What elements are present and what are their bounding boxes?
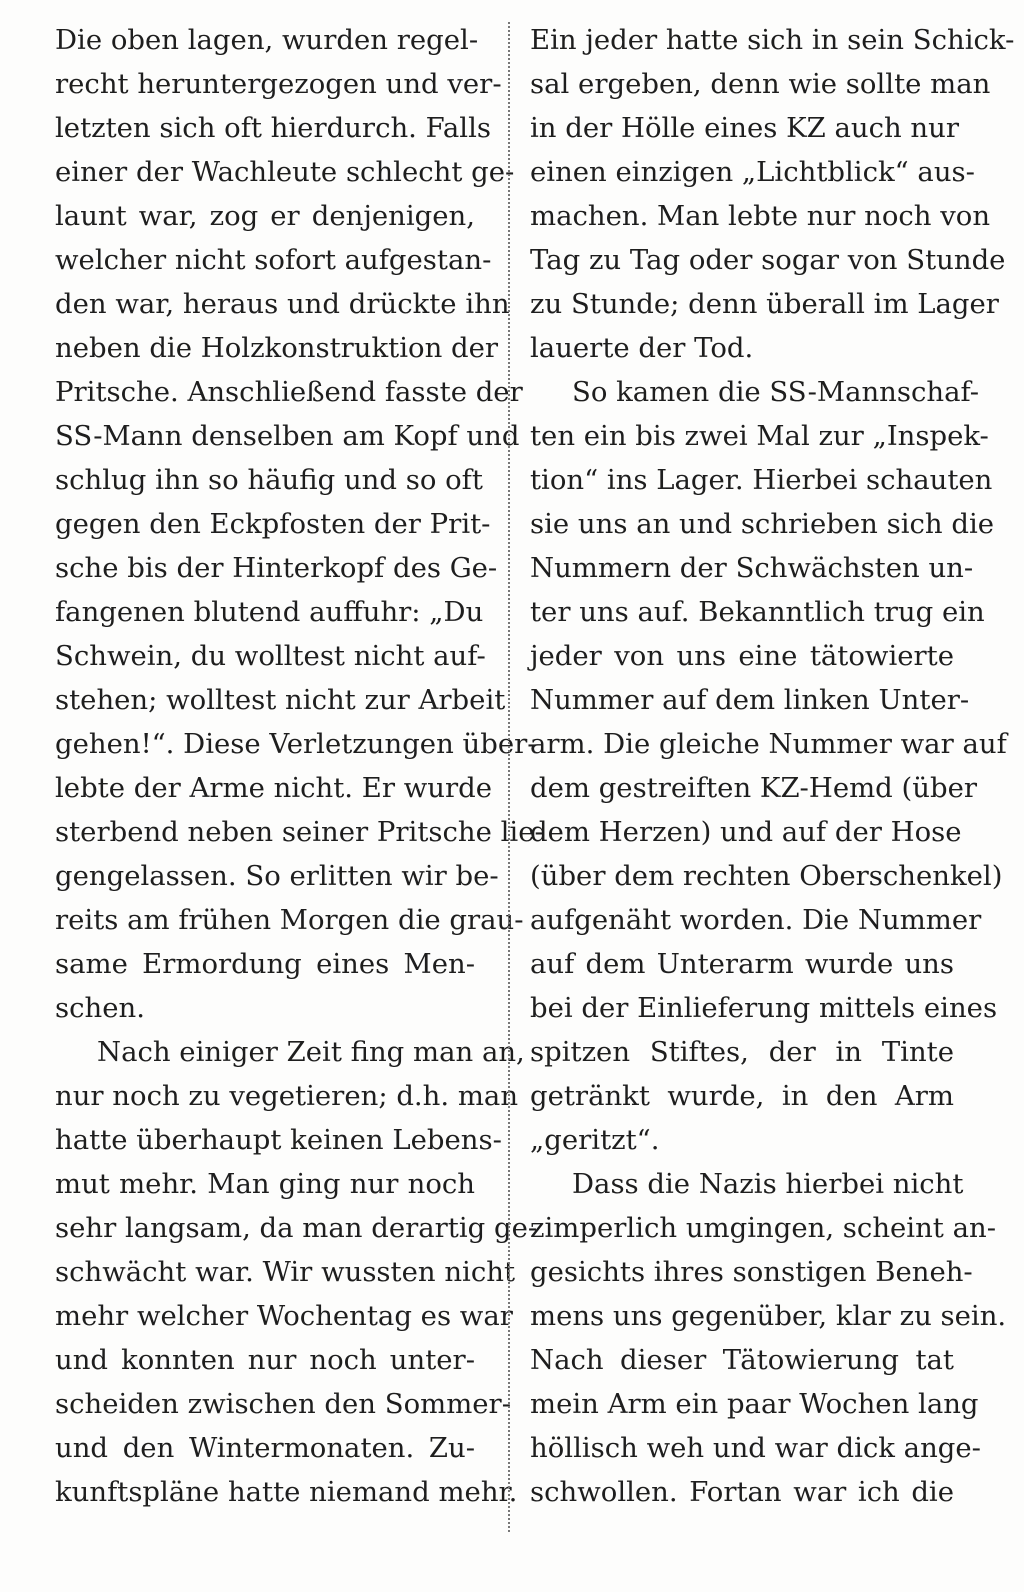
text-line: Die oben lagen, wurden regel- [55,24,479,56]
text-line: SS-Mann denselben am Kopf und [55,420,520,452]
text-line: sterbend neben seiner Pritsche lie- [55,816,544,848]
text-line: und konnten nur noch unter- [55,1344,475,1376]
text-line: Schwein, du wolltest nicht auf- [55,640,486,672]
text-line: welcher nicht sofort aufgestan- [55,244,492,276]
text-line: machen. Man lebte nur noch von [530,200,991,232]
text-line: den war, heraus und drückte ihn [55,288,510,320]
text-line: sehr langsam, da man derartig ge- [55,1212,538,1244]
text-line: Nummern der Schwächsten un- [530,552,974,584]
text-line: sal ergeben, denn wie sollte man [530,68,991,100]
text-line: spitzen Stiftes, der in Tinte [530,1036,954,1068]
text-line: jeder von uns eine tätowierte [530,640,954,672]
text-line: reits am frühen Morgen die grau- [55,904,524,936]
text-line: launt war, zog er denjenigen, [55,200,475,232]
text-line: in der Hölle eines KZ auch nur [530,112,959,144]
text-line: einer der Wachleute schlecht ge- [55,156,515,188]
text-line: Ein jeder hatte sich in sein Schick- [530,24,1015,56]
text-line: letzten sich oft hierdurch. Falls [55,112,491,144]
text-line: Pritsche. Anschließend fasste der [55,376,523,408]
text-line: schwächt war. Wir wussten nicht [55,1256,515,1288]
paragraph [530,370,1007,1162]
text-line: hatte überhaupt keinen Lebens- [55,1124,502,1156]
text-line: mens uns gegenüber, klar zu sein. [530,1300,1007,1332]
text-line: sie uns an und schrieben sich die [530,508,995,540]
right-text-column [530,18,1015,1514]
text-line: ten ein bis zwei Mal zur „Inspek- [530,420,989,452]
text-line: einen einzigen „Lichtblick“ aus- [530,156,975,188]
text-line: gesichts ihres sonstigen Beneh- [530,1256,973,1288]
left-text-column [55,18,544,1514]
text-line: neben die Holzkonstruktion der [55,332,499,364]
text-line: arm. Die gleiche Nummer war auf [530,728,1007,760]
text-line: dem gestreiften KZ-Hemd (über [530,772,977,804]
text-line: Dass die Nazis hierbei nicht [572,1168,964,1200]
text-line: gehen!“. Diese Verletzungen über- [55,728,537,760]
paragraph [530,18,1015,370]
paragraph [530,1162,1007,1514]
text-line: stehen; wolltest nicht zur Arbeit [55,684,506,716]
text-line: scheiden zwischen den Sommer- [55,1388,511,1420]
text-line: mehr welcher Wochentag es war [55,1300,513,1332]
text-line: mein Arm ein paar Wochen lang [530,1388,979,1420]
paragraph [55,1030,538,1514]
text-line: Nach einiger Zeit fing man an, [97,1036,525,1068]
text-line: bei der Einlieferung mittels eines [530,992,998,1024]
text-line: aufgenäht worden. Die Nummer [530,904,982,936]
text-line: sche bis der Hinterkopf des Ge- [55,552,498,584]
text-line: tion“ ins Lager. Hierbei schauten [530,464,993,496]
text-line: recht heruntergezogen und ver- [55,68,502,100]
text-line: gegen den Eckpfosten der Prit- [55,508,491,540]
text-line: „geritzt“. [530,1124,660,1156]
text-line: lebte der Arme nicht. Er wurde [55,772,492,804]
text-line: getränkt wurde, in den Arm [530,1080,954,1112]
text-line: schen. [55,992,145,1024]
text-line: zimperlich umgingen, scheint an- [530,1212,996,1244]
text-line: und den Wintermonaten. Zu- [55,1432,475,1464]
text-line: mut mehr. Man ging nur noch [55,1168,475,1200]
text-line: höllisch weh und war dick ange- [530,1432,981,1464]
text-line: Nach dieser Tätowierung tat [530,1344,954,1376]
text-line: zu Stunde; denn überall im Lager [530,288,999,320]
text-line: ter uns auf. Bekanntlich trug ein [530,596,985,628]
column-divider [508,22,510,1532]
text-line: lauerte der Tod. [530,332,754,364]
text-line: dem Herzen) und auf der Hose [530,816,962,848]
text-line: auf dem Unterarm wurde uns [530,948,954,980]
text-line: schlug ihn so häufig und so oft [55,464,483,496]
text-line: same Ermordung eines Men- [55,948,475,980]
text-line: Nummer auf dem linken Unter- [530,684,970,716]
text-line: fangenen blutend auffuhr: „Du [55,596,484,628]
text-line: nur noch zu vegetieren; d.h. man [55,1080,519,1112]
paragraph [55,18,544,1030]
text-line: So kamen die SS-Mannschaf- [572,376,979,408]
text-line: kunftspläne hatte niemand mehr. [55,1476,518,1508]
text-line: (über dem rechten Oberschenkel) [530,860,1003,892]
text-line: gengelassen. So erlitten wir be- [55,860,499,892]
text-line: schwollen. Fortan war ich die [530,1476,954,1508]
text-line: Tag zu Tag oder sogar von Stunde [530,244,1006,276]
